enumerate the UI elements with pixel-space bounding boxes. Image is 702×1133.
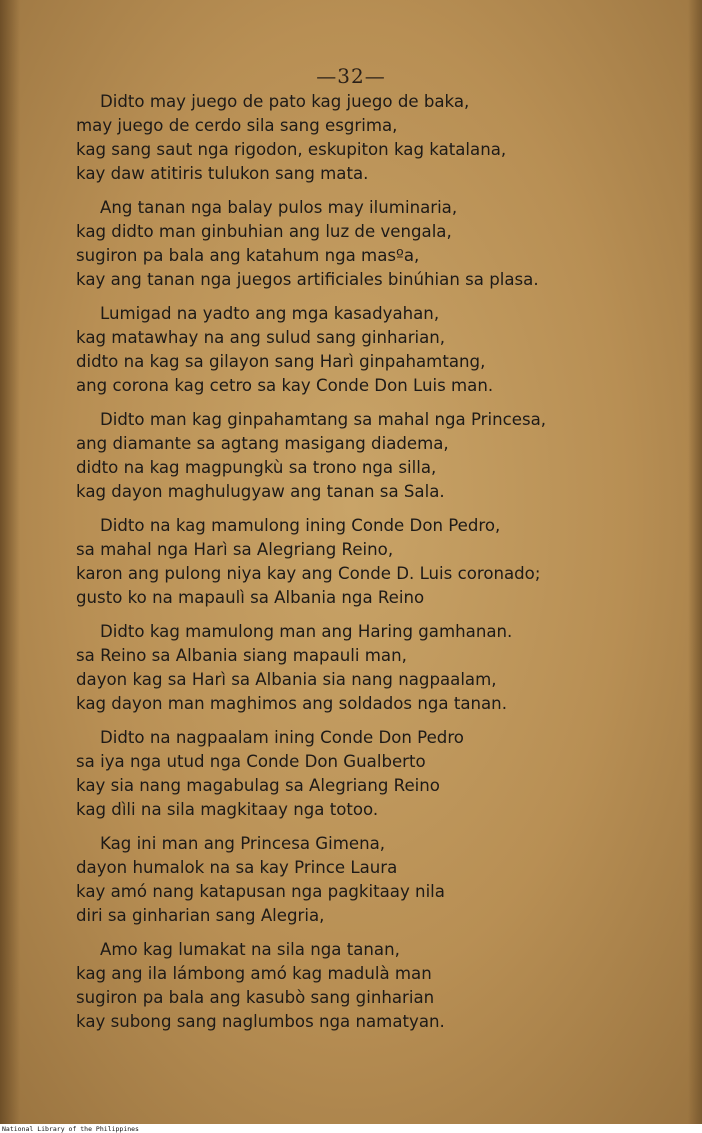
- stanza: [76, 726, 676, 822]
- stanza: [76, 832, 676, 928]
- verse-line: sa mahal nga Harì sa Alegriang Reino,: [76, 540, 394, 559]
- verse-line: didto na kag magpungkù sa trono nga silla,: [76, 458, 437, 477]
- verse-line: may juego de cerdo sila sang esgrima,: [76, 116, 398, 135]
- stanza: [76, 196, 676, 292]
- stanza: [76, 514, 676, 610]
- verse-line: kay amó nang katapusan nga pagkitaay nila: [76, 882, 445, 901]
- verse-line: Didto may juego de pato kag juego de baka,: [100, 92, 470, 111]
- verse-line: kag dìli na sila magkitaay nga totoo.: [76, 800, 379, 819]
- stanza: [76, 620, 676, 716]
- verse-line: ang diamante sa agtang masigang diadema,: [76, 434, 449, 453]
- verse-line: kag didto man ginbuhian ang luz de vengala,: [76, 222, 452, 241]
- verse-line: kag sang saut nga rigodon, eskupiton kag katalana,: [76, 140, 507, 159]
- verse-line: Amo kag lumakat na sila nga tanan,: [100, 940, 400, 959]
- verse-line: sugiron pa bala ang kasubò sang ginharian: [76, 988, 435, 1007]
- verse-line: sugiron pa bala ang katahum nga masºa,: [76, 246, 420, 265]
- verse-line: Didto kag mamulong man ang Haring gamhanan.: [100, 622, 513, 641]
- verse-line: kay ang tanan nga juegos artificiales binúhian sa plasa.: [76, 270, 539, 289]
- verse-line: kag dayon man maghimos ang soldados nga tanan.: [76, 694, 507, 713]
- stanza: [76, 408, 676, 504]
- verse-line: Didto na kag mamulong ining Conde Don Pedro,: [100, 516, 501, 535]
- verse-line: ang corona kag cetro sa kay Conde Don Luis man.: [76, 376, 494, 395]
- poem-text: [76, 90, 676, 1044]
- stanza: [76, 302, 676, 398]
- verse-line: didto na kag sa gilayon sang Harì ginpahamtang,: [76, 352, 486, 371]
- verse-line: karon ang pulong niya kay ang Conde D. Luis coronado;: [76, 564, 541, 583]
- verse-line: gusto ko na mapaulì sa Albania nga Reino: [76, 588, 425, 607]
- verse-line: kag matawhay na ang sulud sang ginharian,: [76, 328, 446, 347]
- verse-line: Didto na nagpaalam ining Conde Don Pedro: [100, 728, 464, 747]
- verse-line: sa iya nga utud nga Conde Don Gualberto: [76, 752, 426, 771]
- library-footer: National Library of the Philippines: [2, 1125, 139, 1133]
- verse-line: dayon kag sa Harì sa Albania sia nang nagpaalam,: [76, 670, 497, 689]
- verse-line: kay daw atitiris tulukon sang mata.: [76, 164, 369, 183]
- verse-line: kag dayon maghulugyaw ang tanan sa Sala.: [76, 482, 445, 501]
- verse-line: kay sia nang magabulag sa Alegriang Reino: [76, 776, 440, 795]
- verse-line: diri sa ginharian sang Alegria,: [76, 906, 325, 925]
- verse-line: Ang tanan nga balay pulos may iluminaria,: [100, 198, 458, 217]
- page-number: —32—: [316, 64, 386, 88]
- stanza: [76, 90, 676, 186]
- verse-line: dayon humalok na sa kay Prince Laura: [76, 858, 398, 877]
- stanza: [76, 938, 676, 1034]
- verse-line: kay subong sang naglumbos nga namatyan.: [76, 1012, 445, 1031]
- verse-line: Lumigad na yadto ang mga kasadyahan,: [100, 304, 440, 323]
- verse-line: Didto man kag ginpahamtang sa mahal nga Princesa,: [100, 410, 547, 429]
- verse-line: Kag ini man ang Princesa Gimena,: [100, 834, 386, 853]
- verse-line: sa Reino sa Albania siang mapauli man,: [76, 646, 407, 665]
- verse-line: kag ang ila lámbong amó kag madulà man: [76, 964, 432, 983]
